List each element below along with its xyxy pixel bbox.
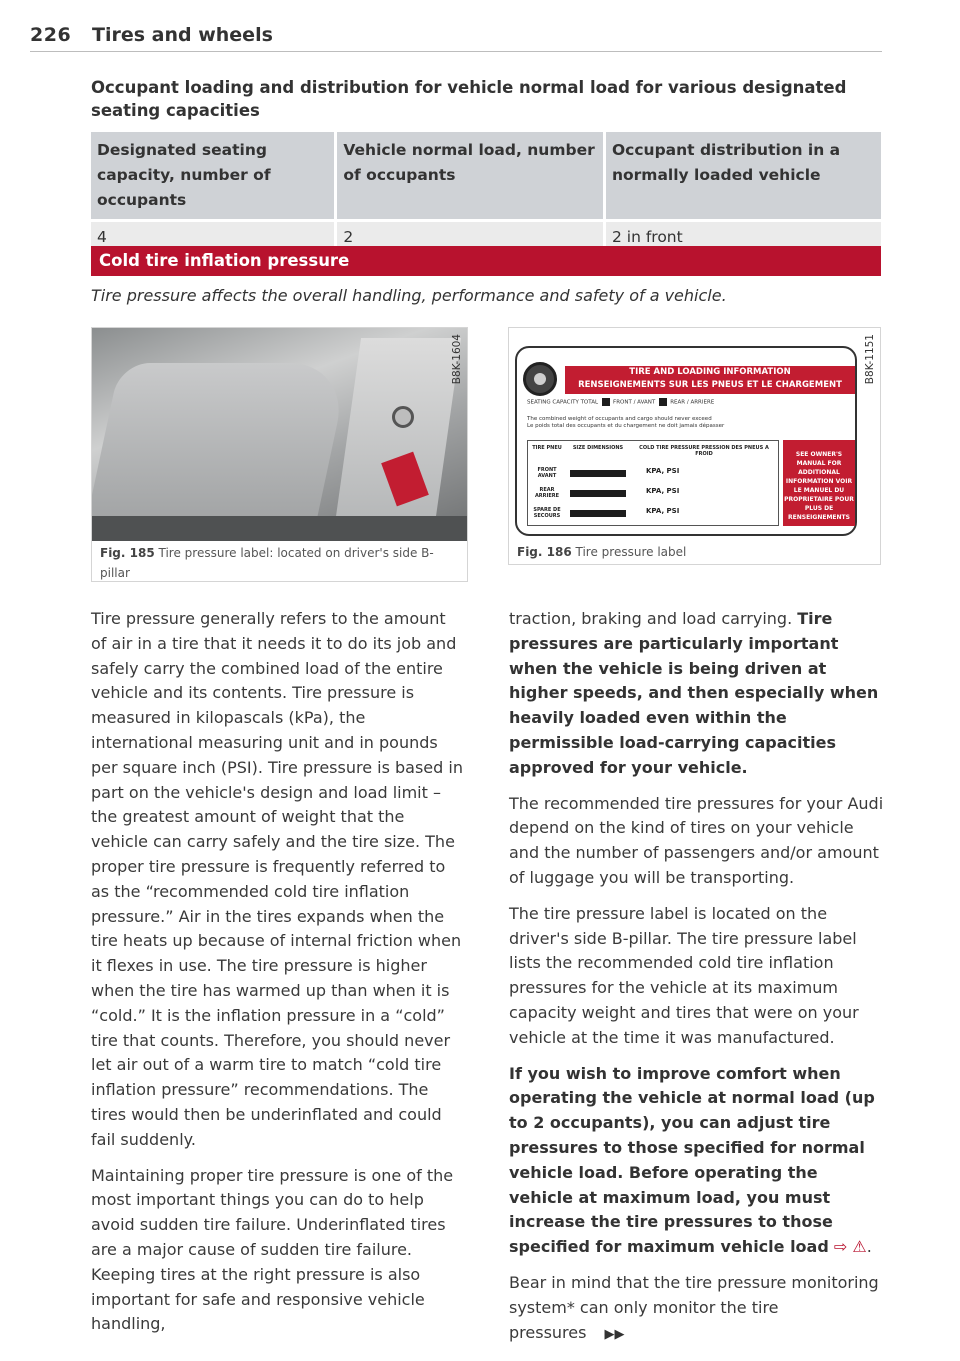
continue-arrow-icon: ▶▶ [604, 1326, 625, 1342]
section-title: Occupant loading and distribution for vehicle normal load for various designated seating capacities [91, 78, 847, 120]
label-combined-en: The combined weight of occupants and cargo should never exceed [527, 416, 712, 422]
label-front: FRONT / AVANT [613, 399, 656, 406]
label-kpa-psi: KPA, PSI [646, 467, 680, 475]
blank-field [570, 490, 626, 497]
label-combined-fr: Le poids total des occupants et du chargement ne doit jamais dépasser [527, 423, 725, 429]
tire-label-card [515, 346, 857, 536]
figure-code: B8K-1604 [451, 334, 463, 385]
door-latch-icon [392, 406, 414, 428]
blank-field [570, 470, 626, 477]
label-row-rear: REAR ARRIERE [534, 487, 560, 499]
cold-pressure-heading: Cold tire inflation pressure [91, 246, 881, 276]
label-title [565, 366, 855, 394]
occupant-load-table [91, 132, 881, 252]
table-header-row [91, 132, 881, 221]
paragraph-bold-text: Tire pressures are particularly important when the vehicle is being driven at higher speeds, and then especially when heavily loaded even within the permissible load-carrying capacities approved for your vehicle. [509, 609, 879, 777]
left-column [91, 607, 466, 1348]
paragraph: Maintaining proper tire pressure is one of the most important things you can do to help avoid sudden tire failure. Underinflated tires are a major cause of sudden tire failure. Keeping tires at the right pressure is also important for safe and responsive vehicle handling, [91, 1165, 454, 1334]
figure-number: Fig. 186 [517, 545, 572, 559]
column-header: Vehicle normal load, number of occupants [336, 132, 605, 221]
figure-caption [100, 543, 450, 583]
paragraph: The tire pressure label is located on the driver's side B-pillar. The tire pressure label lists the recommended cold tire inflation pressures for the vehicle at its maximum capacity weight and tires that were on your vehicle at the time it was manufactured. [509, 903, 859, 1047]
figure-caption [517, 542, 867, 562]
figure-code: B8K-1151 [864, 334, 876, 385]
label-col-size: SIZE DIMENSIONS [572, 445, 624, 451]
label-col-cold: COLD TIRE PRESSURE PRESSION DES PNEUS A FROID [639, 445, 769, 457]
blank-box-icon [659, 398, 667, 406]
paragraph-text: . [866, 1237, 872, 1257]
label-pressure-table [527, 440, 779, 526]
label-kpa-psi: KPA, PSI [646, 487, 680, 495]
label-col-tire: TIRE PNEU [532, 445, 562, 451]
figure-caption-text: Tire pressure label [575, 545, 687, 559]
blank-box-icon [602, 398, 610, 406]
floor-shape [92, 516, 467, 541]
paragraph [509, 1062, 884, 1260]
figure-caption-text: Tire pressure label: located on driver's side B-pillar [100, 546, 434, 580]
tire-icon [523, 362, 557, 396]
table-cell: 2 in front [604, 221, 881, 253]
paragraph-bold-text: If you wish to improve comfort when operating the vehicle at normal load (up to 2 occupants), you can adjust tire pressures to those specified for normal vehicle load. Before operating the vehicle at maximum load, you must increase the tire pressures to those specified for maximum vehicle load [509, 1063, 875, 1257]
blank-field [570, 510, 626, 517]
right-column [509, 607, 884, 1358]
page-number: 226 [30, 24, 72, 46]
column-header: Occupant distribution in a normally loaded vehicle [604, 132, 881, 221]
seat-shape [92, 363, 350, 533]
label-title-fr: RENSEIGNEMENTS SUR LES PNEUS ET LE CHARGEMENT [578, 380, 842, 390]
intro-text: Tire pressure affects the overall handling, performance and safety of a vehicle. [91, 286, 727, 305]
paragraph: Tire pressure generally refers to the amount of air in a tire that it needs it to do its job and safely carry the combined load of the entire vehicle and its contents. Tire pressure is measured in kilopascals (kPa), the international measuring unit and in pounds per square inch (PSI). Tire pressure is based in part on the vehicle's design and load limit – the greatest amount of weight that the vehicle can carry safely and the tire size. The proper tire pressure is frequently referred to as the “recommended cold tire inflation pressure.” Air in the tires expands when the tire heats up because of internal friction when it flexes in use. The tire pressure is higher when the tire has warmed up than when it is “cold.” It is the inflation pressure in a “cold” tire that counts. Therefore, you should never let air out of a warm tire to match “cold tire inflation pressure” recommendations. The tires would then be underinflated and could fail suddenly. [91, 609, 463, 1149]
paragraph-text: Bear in mind that the tire pressure monitoring system* can only monitor the tire pressures [509, 1272, 879, 1342]
label-kpa-psi: KPA, PSI [646, 507, 680, 515]
label-row-front: FRONT AVANT [537, 467, 557, 479]
cross-reference-arrow-icon[interactable]: ⇨ [828, 1237, 853, 1257]
page-header [30, 22, 882, 52]
paragraph-text: traction, braking and load carrying. [509, 609, 798, 628]
paragraph: The recommended tire pressures for your Audi depend on the kind of tires on your vehicle and the number of passengers and/or amount of luggage you will be transporting. [509, 793, 884, 887]
figure-186 [508, 327, 881, 565]
label-seating: SEATING CAPACITY TOTAL [527, 399, 599, 406]
b-pillar-photo [92, 328, 467, 541]
figure-number: Fig. 185 [100, 546, 155, 560]
paragraph [509, 1271, 884, 1347]
figure-185 [91, 327, 468, 582]
b-pillar-shape [333, 338, 461, 538]
table-cell: 2 [336, 221, 605, 253]
paragraph [509, 607, 884, 781]
label-side-note: SEE OWNER'S MANUAL FOR ADDITIONAL INFORMATION VOIR LE MANUEL DU PROPRIETAIRE POUR PLUS DE RENSEIGNEMENTS [783, 440, 855, 526]
table-cell: 4 [91, 221, 336, 253]
label-rear: REAR / ARRIERE [670, 399, 715, 406]
label-title-en: TIRE AND LOADING INFORMATION [629, 367, 791, 377]
column-header: Designated seating capacity, number of occupants [91, 132, 336, 221]
label-seating-row [527, 398, 847, 412]
warning-icon[interactable]: ⚠ [852, 1237, 867, 1257]
chapter-title: Tires and wheels [92, 24, 273, 46]
label-combined-row [527, 416, 777, 430]
label-row-spare: SPARE DE SECOURS [533, 507, 561, 519]
